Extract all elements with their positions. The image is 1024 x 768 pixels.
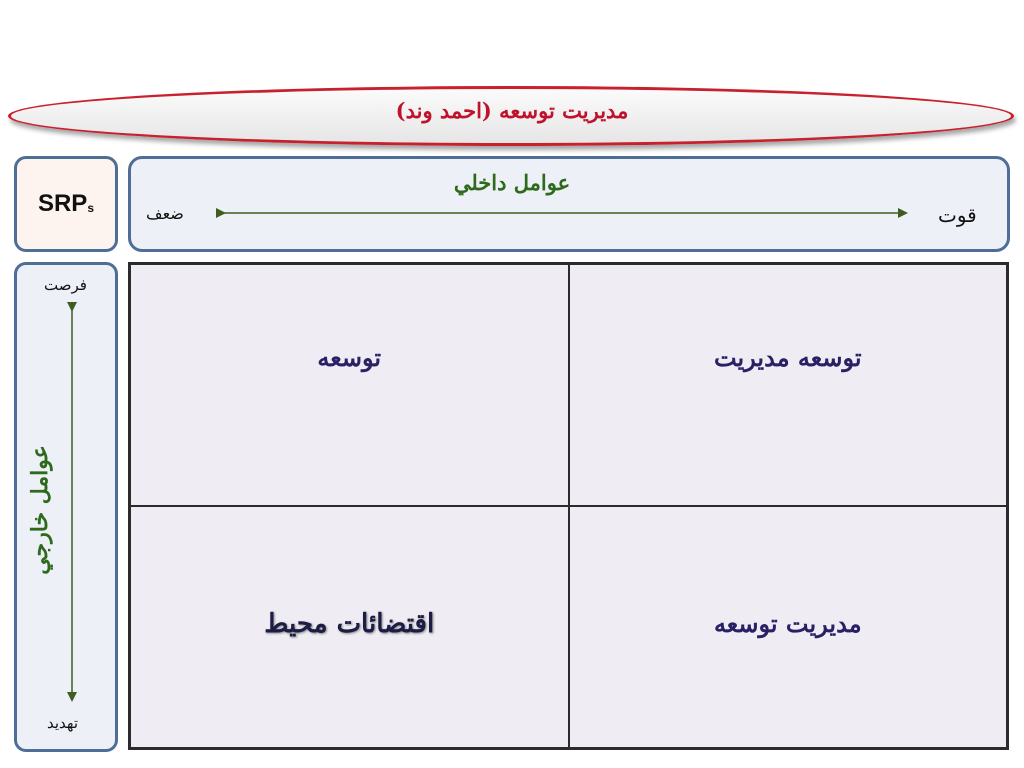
srp-matrix xyxy=(128,262,1009,750)
threat-label: تهديد xyxy=(47,714,79,732)
cell-label: اقتضائات محيط xyxy=(264,609,435,639)
cell-weakness-opportunity xyxy=(130,264,569,506)
srp-label-suffix: s xyxy=(87,201,95,215)
cell-label: توسعه مديريت xyxy=(713,343,862,372)
strength-label: قوت xyxy=(938,203,977,227)
cell-strength-opportunity xyxy=(569,264,1008,506)
internal-factors-title: عوامل داخلي xyxy=(453,170,571,195)
srp-label: SRP xyxy=(37,190,88,217)
cell-weakness-threat xyxy=(130,506,569,748)
cell-strength-threat xyxy=(569,506,1008,748)
weakness-label: ضعف xyxy=(146,204,184,223)
cell-label: مديريت توسعه xyxy=(713,609,862,638)
page-title: مديريت توسعه (احمد وند) xyxy=(395,98,629,123)
external-factors-title: عوامل خارجي xyxy=(27,445,53,575)
cell-label: توسعه xyxy=(317,343,382,372)
opportunity-label: فرصت xyxy=(44,276,87,294)
